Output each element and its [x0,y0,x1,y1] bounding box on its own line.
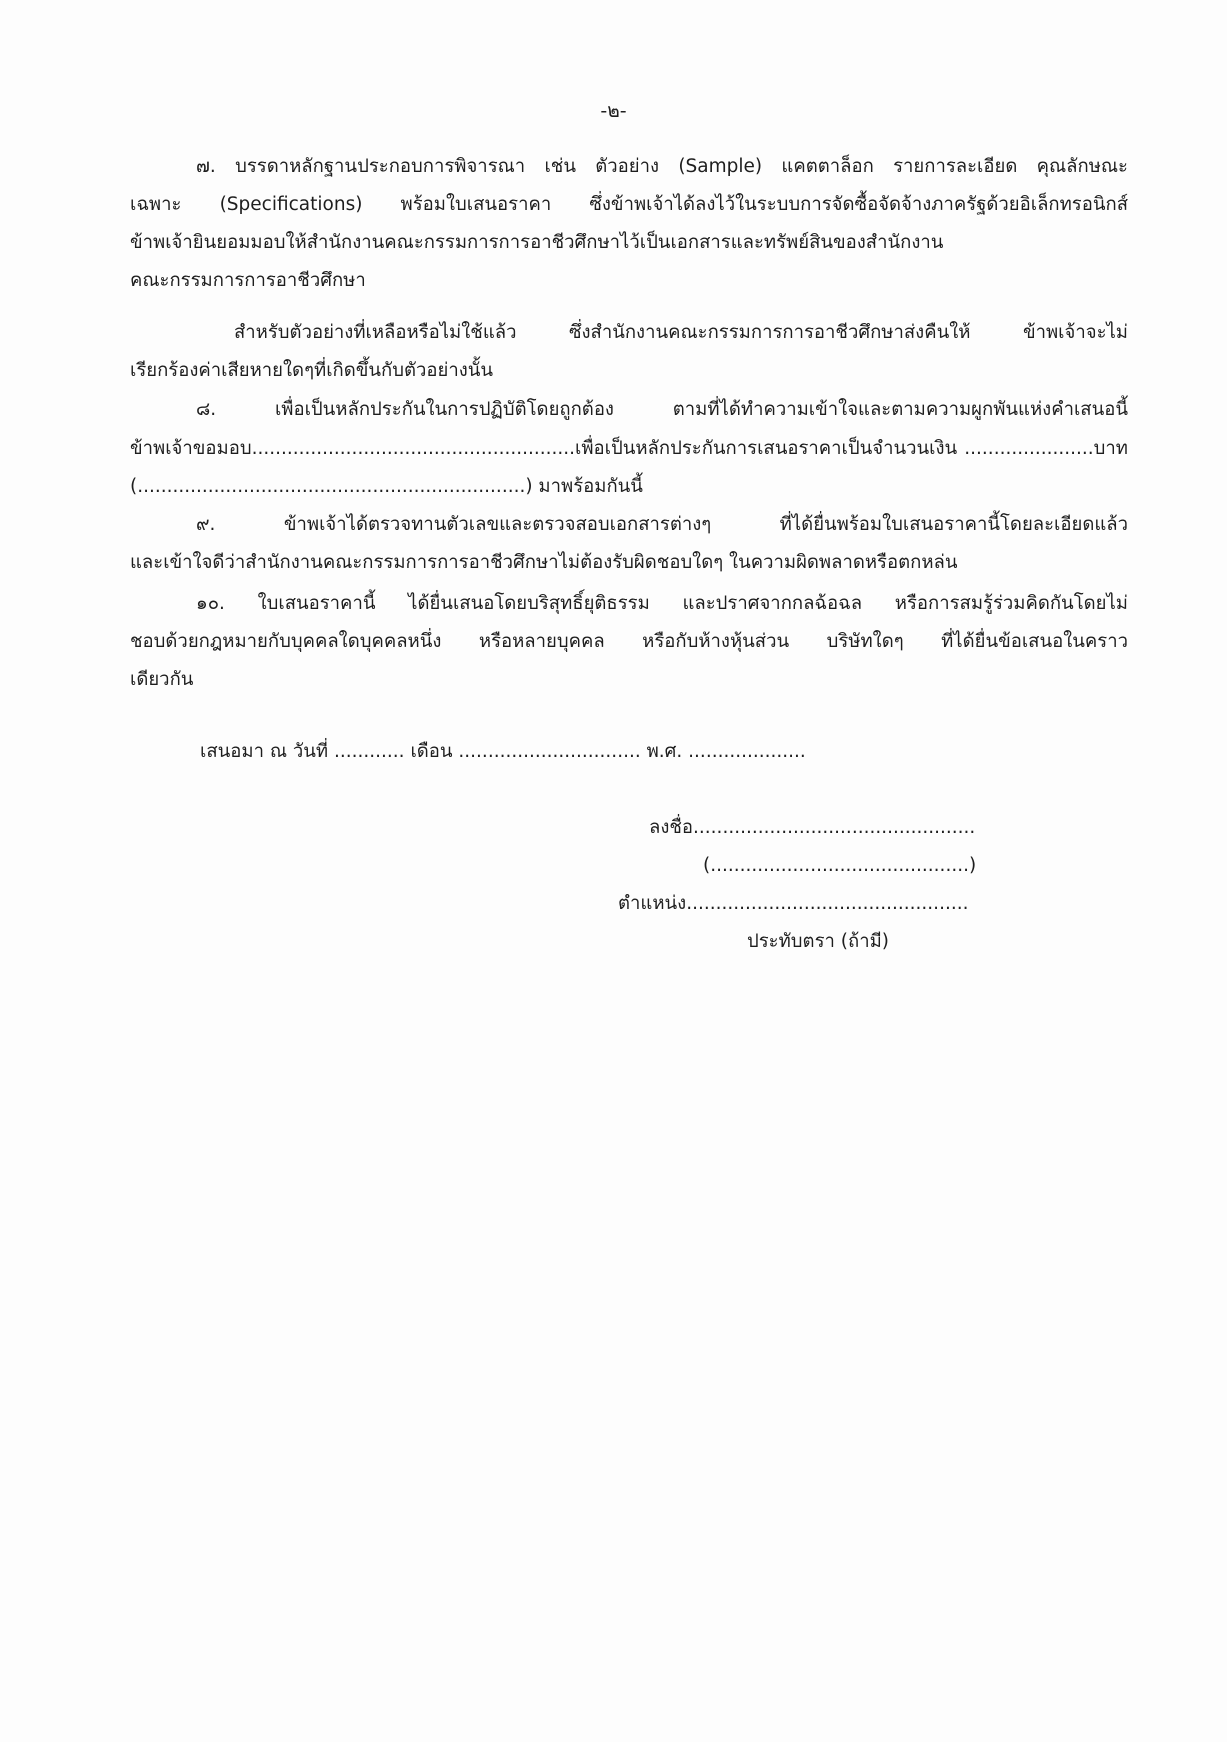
clause-8-line-3: (..................................................................) มาพร้อมกันนี้ [130,476,643,497]
clause-7-line-3: ข้าพเจ้ายินยอมมอบให้สำนักงานคณะกรรมการการอาชีวศึกษาไว้เป็นเอกสารและทรัพย์สินของสำนักงาน [130,232,944,253]
clause-7-line-5: สำหรับตัวอย่างที่เหลือหรือไม่ใช้แล้ว ซึ่งสำนักงานคณะกรรมการการอาชีวศึกษาส่งคืนให้ ข้าพเจ้าจะไม่ [234,322,1128,343]
clause-8-line-2: ข้าพเจ้าขอมอบ.......................................................เพื่อเป็นหลักประกันการเสนอราคาเป็นจำนวนเงิน ......................บาท [130,438,1128,459]
date-line: เสนอมา ณ วันที่ ............ เดือน ............................... พ.ศ. .................... [200,741,806,762]
clause-9-line-1: ๙. ข้าพเจ้าได้ตรวจทานตัวเลขและตรวจสอบเอกสารต่างๆ ที่ได้ยื่นพร้อมใบเสนอราคานี้โดยละเอียดแล้ว [196,514,1128,535]
page-number: -๒- [600,100,627,122]
clause-10-line-3: เดียวกัน [130,669,194,690]
clause-9-line-2: และเข้าใจดีว่าสำนักงานคณะกรรมการการอาชีวศึกษาไม่ต้องรับผิดชอบใดๆ ในความผิดพลาดหรือตกหล่น [130,552,958,573]
clause-7-line-6: เรียกร้องค่าเสียหายใดๆที่เกิดขึ้นกับตัวอย่างนั้น [130,360,494,381]
clause-7-line-2: เฉพาะ (Specifications) พร้อมใบเสนอราคา ซึ่งข้าพเจ้าได้ลงไว้ในระบบการจัดซื้อจัดจ้างภาครัฐด้วยอิเล็กทรอนิกส์ [130,194,1128,215]
company-stamp-note: ประทับตรา (ถ้ามี) [747,931,889,952]
signature-name-line: (............................................) [703,855,977,876]
clause-10-line-1: ๑๐. ใบเสนอราคานี้ ได้ยื่นเสนอโดยบริสุทธิ์ยุติธรรม และปราศจากกลฉ้อฉล หรือการสมรู้ร่วมคิดกันโดยไม่ [196,593,1128,614]
clause-7-line-4: คณะกรรมการการอาชีวศึกษา [130,270,366,291]
clause-10-line-2: ชอบด้วยกฎหมายกับบุคคลใดบุคคลหนึ่ง หรือหลายบุคคล หรือกับห้างหุ้นส่วน บริษัทใดๆ ที่ได้ยื่นข้อเสนอในคราว [130,631,1128,652]
signature-position-line: ตำแหน่ง................................................ [618,893,969,914]
clause-7-line-1: ๗. บรรดาหลักฐานประกอบการพิจารณา เช่น ตัวอย่าง (Sample) แคตตาล็อก รายการละเอียด คุณลักษณะ [196,156,1128,177]
signature-line: ลงชื่อ................................................ [649,817,976,838]
clause-8-line-1: ๘. เพื่อเป็นหลักประกันในการปฏิบัติโดยถูกต้อง ตามที่ได้ทำความเข้าใจและตามความผูกพันแห่งคำเสนอนี้ [196,399,1128,420]
